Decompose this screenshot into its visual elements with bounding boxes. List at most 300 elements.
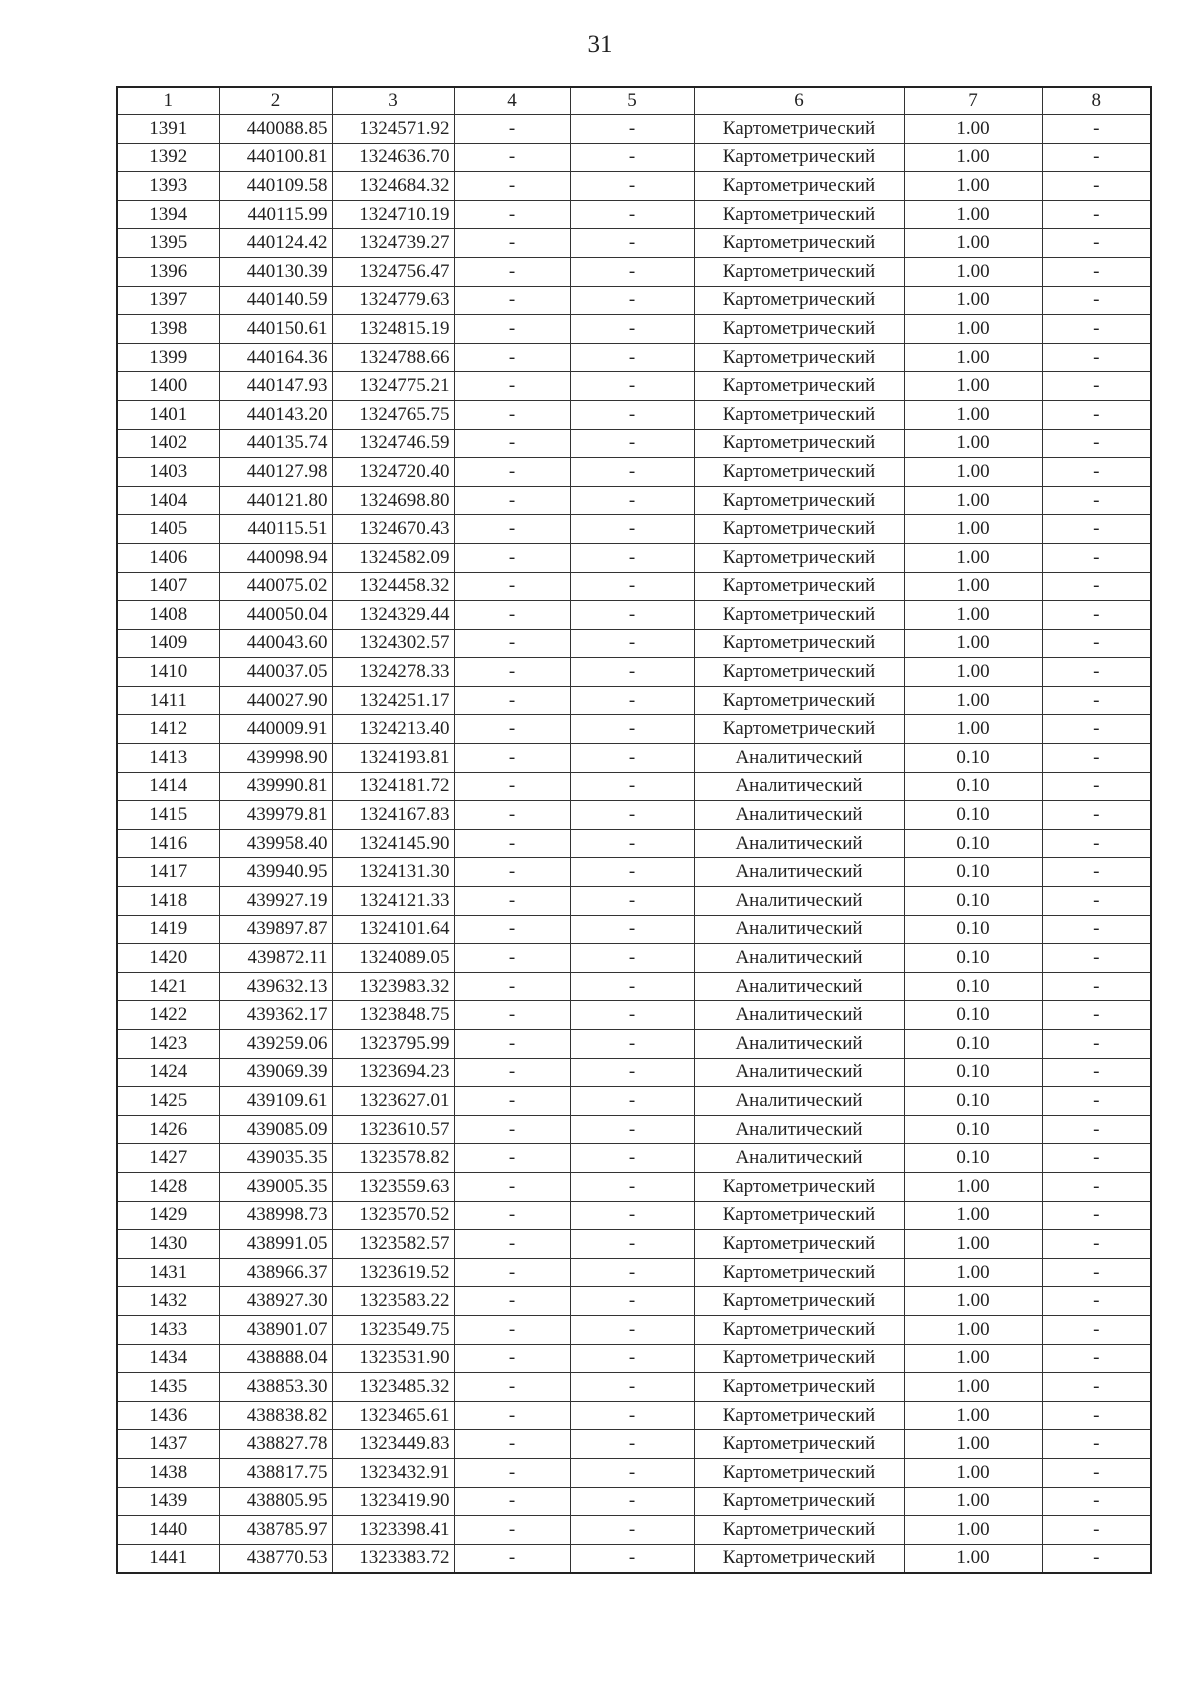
method-cell: Картометрический xyxy=(694,315,904,344)
x-coordinate-cell: 440027.90 xyxy=(219,686,332,715)
column-8-cell: - xyxy=(1042,1144,1151,1173)
column-8-cell: - xyxy=(1042,801,1151,830)
accuracy-cell: 0.10 xyxy=(904,1087,1042,1116)
y-coordinate-cell: 1324746.59 xyxy=(332,429,454,458)
accuracy-cell: 0.10 xyxy=(904,915,1042,944)
column-4-cell: - xyxy=(454,1001,570,1030)
x-coordinate-cell: 438827.78 xyxy=(219,1430,332,1459)
table-row xyxy=(117,1401,1151,1430)
column-5-cell: - xyxy=(570,1001,694,1030)
accuracy-cell: 1.00 xyxy=(904,1172,1042,1201)
column-5-cell: - xyxy=(570,829,694,858)
column-header: 6 xyxy=(694,87,904,115)
column-8-cell: - xyxy=(1042,686,1151,715)
table-row xyxy=(117,1516,1151,1545)
y-coordinate-cell: 1323578.82 xyxy=(332,1144,454,1173)
column-4-cell: - xyxy=(454,601,570,630)
accuracy-cell: 1.00 xyxy=(904,172,1042,201)
y-coordinate-cell: 1324302.57 xyxy=(332,629,454,658)
accuracy-cell: 1.00 xyxy=(904,572,1042,601)
point-number-cell: 1435 xyxy=(117,1373,219,1402)
accuracy-cell: 0.10 xyxy=(904,972,1042,1001)
column-5-cell: - xyxy=(570,1430,694,1459)
table-row xyxy=(117,744,1151,773)
column-8-cell: - xyxy=(1042,744,1151,773)
column-8-cell: - xyxy=(1042,1230,1151,1259)
column-header: 2 xyxy=(219,87,332,115)
column-5-cell: - xyxy=(570,515,694,544)
x-coordinate-cell: 440140.59 xyxy=(219,286,332,315)
column-5-cell: - xyxy=(570,858,694,887)
method-cell: Картометрический xyxy=(694,486,904,515)
column-4-cell: - xyxy=(454,515,570,544)
accuracy-cell: 1.00 xyxy=(904,629,1042,658)
x-coordinate-cell: 438888.04 xyxy=(219,1344,332,1373)
column-8-cell: - xyxy=(1042,115,1151,144)
column-5-cell: - xyxy=(570,458,694,487)
accuracy-cell: 1.00 xyxy=(904,1458,1042,1487)
table-row xyxy=(117,1344,1151,1373)
table-row xyxy=(117,1544,1151,1573)
column-8-cell: - xyxy=(1042,944,1151,973)
column-4-cell: - xyxy=(454,429,570,458)
point-number-cell: 1417 xyxy=(117,858,219,887)
y-coordinate-cell: 1324329.44 xyxy=(332,601,454,630)
column-5-cell: - xyxy=(570,343,694,372)
method-cell: Картометрический xyxy=(694,343,904,372)
column-8-cell: - xyxy=(1042,1001,1151,1030)
method-cell: Картометрический xyxy=(694,115,904,144)
accuracy-cell: 0.10 xyxy=(904,1030,1042,1059)
y-coordinate-cell: 1324636.70 xyxy=(332,143,454,172)
column-5-cell: - xyxy=(570,229,694,258)
accuracy-cell: 1.00 xyxy=(904,515,1042,544)
point-number-cell: 1426 xyxy=(117,1115,219,1144)
y-coordinate-cell: 1323432.91 xyxy=(332,1458,454,1487)
accuracy-cell: 1.00 xyxy=(904,1315,1042,1344)
column-5-cell: - xyxy=(570,1373,694,1402)
column-4-cell: - xyxy=(454,858,570,887)
table-row xyxy=(117,1458,1151,1487)
x-coordinate-cell: 439990.81 xyxy=(219,772,332,801)
accuracy-cell: 1.00 xyxy=(904,1487,1042,1516)
column-5-cell: - xyxy=(570,115,694,144)
accuracy-cell: 1.00 xyxy=(904,1516,1042,1545)
method-cell: Картометрический xyxy=(694,286,904,315)
point-number-cell: 1432 xyxy=(117,1287,219,1316)
y-coordinate-cell: 1324756.47 xyxy=(332,257,454,286)
method-cell: Картометрический xyxy=(694,400,904,429)
accuracy-cell: 0.10 xyxy=(904,944,1042,973)
table-row xyxy=(117,143,1151,172)
x-coordinate-cell: 439979.81 xyxy=(219,801,332,830)
column-8-cell: - xyxy=(1042,972,1151,1001)
table-row xyxy=(117,858,1151,887)
column-4-cell: - xyxy=(454,1201,570,1230)
method-cell: Аналитический xyxy=(694,944,904,973)
method-cell: Аналитический xyxy=(694,915,904,944)
column-8-cell: - xyxy=(1042,1344,1151,1373)
x-coordinate-cell: 440121.80 xyxy=(219,486,332,515)
x-coordinate-cell: 440109.58 xyxy=(219,172,332,201)
column-8-cell: - xyxy=(1042,1401,1151,1430)
y-coordinate-cell: 1324089.05 xyxy=(332,944,454,973)
y-coordinate-cell: 1323795.99 xyxy=(332,1030,454,1059)
x-coordinate-cell: 438838.82 xyxy=(219,1401,332,1430)
column-8-cell: - xyxy=(1042,1201,1151,1230)
column-8-cell: - xyxy=(1042,143,1151,172)
table-row xyxy=(117,1230,1151,1259)
column-5-cell: - xyxy=(570,1172,694,1201)
accuracy-cell: 1.00 xyxy=(904,1201,1042,1230)
column-4-cell: - xyxy=(454,1172,570,1201)
point-number-cell: 1428 xyxy=(117,1172,219,1201)
table-row xyxy=(117,115,1151,144)
column-5-cell: - xyxy=(570,1030,694,1059)
point-number-cell: 1392 xyxy=(117,143,219,172)
x-coordinate-cell: 438853.30 xyxy=(219,1373,332,1402)
x-coordinate-cell: 440098.94 xyxy=(219,543,332,572)
method-cell: Картометрический xyxy=(694,372,904,401)
y-coordinate-cell: 1324720.40 xyxy=(332,458,454,487)
x-coordinate-cell: 439872.11 xyxy=(219,944,332,973)
method-cell: Картометрический xyxy=(694,1315,904,1344)
method-cell: Картометрический xyxy=(694,229,904,258)
table-row xyxy=(117,686,1151,715)
column-8-cell: - xyxy=(1042,772,1151,801)
y-coordinate-cell: 1323485.32 xyxy=(332,1373,454,1402)
accuracy-cell: 1.00 xyxy=(904,686,1042,715)
table-row xyxy=(117,286,1151,315)
point-number-cell: 1393 xyxy=(117,172,219,201)
accuracy-cell: 1.00 xyxy=(904,1401,1042,1430)
x-coordinate-cell: 439940.95 xyxy=(219,858,332,887)
column-4-cell: - xyxy=(454,458,570,487)
column-4-cell: - xyxy=(454,1144,570,1173)
method-cell: Аналитический xyxy=(694,1030,904,1059)
column-8-cell: - xyxy=(1042,429,1151,458)
accuracy-cell: 1.00 xyxy=(904,229,1042,258)
column-8-cell: - xyxy=(1042,486,1151,515)
point-number-cell: 1396 xyxy=(117,257,219,286)
method-cell: Картометрический xyxy=(694,515,904,544)
column-4-cell: - xyxy=(454,200,570,229)
point-number-cell: 1431 xyxy=(117,1258,219,1287)
column-8-cell: - xyxy=(1042,601,1151,630)
point-number-cell: 1422 xyxy=(117,1001,219,1030)
point-number-cell: 1409 xyxy=(117,629,219,658)
accuracy-cell: 1.00 xyxy=(904,343,1042,372)
column-5-cell: - xyxy=(570,1401,694,1430)
method-cell: Картометрический xyxy=(694,1344,904,1373)
column-4-cell: - xyxy=(454,772,570,801)
y-coordinate-cell: 1324775.21 xyxy=(332,372,454,401)
point-number-cell: 1419 xyxy=(117,915,219,944)
table-row xyxy=(117,1430,1151,1459)
accuracy-cell: 1.00 xyxy=(904,658,1042,687)
column-4-cell: - xyxy=(454,1516,570,1545)
method-cell: Аналитический xyxy=(694,1115,904,1144)
y-coordinate-cell: 1323419.90 xyxy=(332,1487,454,1516)
column-5-cell: - xyxy=(570,1058,694,1087)
method-cell: Картометрический xyxy=(694,715,904,744)
accuracy-cell: 0.10 xyxy=(904,887,1042,916)
column-4-cell: - xyxy=(454,1315,570,1344)
point-number-cell: 1413 xyxy=(117,744,219,773)
y-coordinate-cell: 1323570.52 xyxy=(332,1201,454,1230)
column-4-cell: - xyxy=(454,686,570,715)
point-number-cell: 1399 xyxy=(117,343,219,372)
point-number-cell: 1434 xyxy=(117,1344,219,1373)
y-coordinate-cell: 1324213.40 xyxy=(332,715,454,744)
column-5-cell: - xyxy=(570,658,694,687)
x-coordinate-cell: 438998.73 xyxy=(219,1201,332,1230)
column-5-cell: - xyxy=(570,143,694,172)
x-coordinate-cell: 440124.42 xyxy=(219,229,332,258)
method-cell: Картометрический xyxy=(694,1458,904,1487)
point-number-cell: 1440 xyxy=(117,1516,219,1545)
column-5-cell: - xyxy=(570,972,694,1001)
table-row xyxy=(117,1373,1151,1402)
column-8-cell: - xyxy=(1042,1058,1151,1087)
y-coordinate-cell: 1324458.32 xyxy=(332,572,454,601)
x-coordinate-cell: 440043.60 xyxy=(219,629,332,658)
table-row xyxy=(117,257,1151,286)
accuracy-cell: 1.00 xyxy=(904,1430,1042,1459)
accuracy-cell: 1.00 xyxy=(904,715,1042,744)
y-coordinate-cell: 1324815.19 xyxy=(332,315,454,344)
column-5-cell: - xyxy=(570,1315,694,1344)
x-coordinate-cell: 440115.51 xyxy=(219,515,332,544)
accuracy-cell: 1.00 xyxy=(904,315,1042,344)
coordinates-table xyxy=(116,86,1152,1574)
column-4-cell: - xyxy=(454,372,570,401)
x-coordinate-cell: 440143.20 xyxy=(219,400,332,429)
method-cell: Аналитический xyxy=(694,972,904,1001)
x-coordinate-cell: 440075.02 xyxy=(219,572,332,601)
table-row xyxy=(117,400,1151,429)
column-8-cell: - xyxy=(1042,887,1151,916)
accuracy-cell: 1.00 xyxy=(904,1544,1042,1573)
table-row xyxy=(117,1115,1151,1144)
column-4-cell: - xyxy=(454,543,570,572)
accuracy-cell: 1.00 xyxy=(904,1373,1042,1402)
table-row xyxy=(117,1144,1151,1173)
accuracy-cell: 1.00 xyxy=(904,458,1042,487)
y-coordinate-cell: 1324167.83 xyxy=(332,801,454,830)
point-number-cell: 1427 xyxy=(117,1144,219,1173)
column-4-cell: - xyxy=(454,1030,570,1059)
point-number-cell: 1397 xyxy=(117,286,219,315)
accuracy-cell: 0.10 xyxy=(904,1144,1042,1173)
point-number-cell: 1408 xyxy=(117,601,219,630)
x-coordinate-cell: 439259.06 xyxy=(219,1030,332,1059)
x-coordinate-cell: 439632.13 xyxy=(219,972,332,1001)
table-row xyxy=(117,658,1151,687)
method-cell: Аналитический xyxy=(694,887,904,916)
accuracy-cell: 1.00 xyxy=(904,1230,1042,1259)
accuracy-cell: 1.00 xyxy=(904,601,1042,630)
column-5-cell: - xyxy=(570,887,694,916)
column-8-cell: - xyxy=(1042,343,1151,372)
x-coordinate-cell: 440130.39 xyxy=(219,257,332,286)
column-header: 8 xyxy=(1042,87,1151,115)
column-4-cell: - xyxy=(454,1487,570,1516)
method-cell: Картометрический xyxy=(694,543,904,572)
accuracy-cell: 0.10 xyxy=(904,1058,1042,1087)
column-header: 1 xyxy=(117,87,219,115)
column-8-cell: - xyxy=(1042,458,1151,487)
column-5-cell: - xyxy=(570,1544,694,1573)
method-cell: Картометрический xyxy=(694,1401,904,1430)
point-number-cell: 1403 xyxy=(117,458,219,487)
accuracy-cell: 1.00 xyxy=(904,200,1042,229)
column-4-cell: - xyxy=(454,715,570,744)
table-row xyxy=(117,1087,1151,1116)
x-coordinate-cell: 440050.04 xyxy=(219,601,332,630)
table-row xyxy=(117,601,1151,630)
column-4-cell: - xyxy=(454,915,570,944)
accuracy-cell: 1.00 xyxy=(904,115,1042,144)
table-row xyxy=(117,829,1151,858)
x-coordinate-cell: 439035.35 xyxy=(219,1144,332,1173)
point-number-cell: 1418 xyxy=(117,887,219,916)
method-cell: Картометрический xyxy=(694,658,904,687)
column-8-cell: - xyxy=(1042,257,1151,286)
y-coordinate-cell: 1323583.22 xyxy=(332,1287,454,1316)
column-4-cell: - xyxy=(454,286,570,315)
y-coordinate-cell: 1323582.57 xyxy=(332,1230,454,1259)
x-coordinate-cell: 439958.40 xyxy=(219,829,332,858)
method-cell: Картометрический xyxy=(694,172,904,201)
y-coordinate-cell: 1323449.83 xyxy=(332,1430,454,1459)
table-row xyxy=(117,1172,1151,1201)
x-coordinate-cell: 439362.17 xyxy=(219,1001,332,1030)
y-coordinate-cell: 1324670.43 xyxy=(332,515,454,544)
column-4-cell: - xyxy=(454,887,570,916)
table-row xyxy=(117,372,1151,401)
accuracy-cell: 1.00 xyxy=(904,286,1042,315)
column-4-cell: - xyxy=(454,1344,570,1373)
table-row xyxy=(117,229,1151,258)
point-number-cell: 1404 xyxy=(117,486,219,515)
x-coordinate-cell: 440009.91 xyxy=(219,715,332,744)
y-coordinate-cell: 1324710.19 xyxy=(332,200,454,229)
x-coordinate-cell: 439998.90 xyxy=(219,744,332,773)
column-4-cell: - xyxy=(454,1115,570,1144)
y-coordinate-cell: 1324278.33 xyxy=(332,658,454,687)
column-4-cell: - xyxy=(454,1087,570,1116)
column-8-cell: - xyxy=(1042,1430,1151,1459)
accuracy-cell: 1.00 xyxy=(904,486,1042,515)
column-4-cell: - xyxy=(454,1544,570,1573)
x-coordinate-cell: 439005.35 xyxy=(219,1172,332,1201)
column-5-cell: - xyxy=(570,1287,694,1316)
y-coordinate-cell: 1324193.81 xyxy=(332,744,454,773)
table-row xyxy=(117,629,1151,658)
column-8-cell: - xyxy=(1042,1172,1151,1201)
column-4-cell: - xyxy=(454,315,570,344)
y-coordinate-cell: 1324101.64 xyxy=(332,915,454,944)
column-5-cell: - xyxy=(570,1230,694,1259)
accuracy-cell: 1.00 xyxy=(904,400,1042,429)
column-4-cell: - xyxy=(454,486,570,515)
accuracy-cell: 0.10 xyxy=(904,1115,1042,1144)
column-4-cell: - xyxy=(454,400,570,429)
y-coordinate-cell: 1324121.33 xyxy=(332,887,454,916)
table-row xyxy=(117,429,1151,458)
column-4-cell: - xyxy=(454,801,570,830)
column-header: 4 xyxy=(454,87,570,115)
column-8-cell: - xyxy=(1042,1516,1151,1545)
column-8-cell: - xyxy=(1042,1544,1151,1573)
table-row xyxy=(117,315,1151,344)
table-row xyxy=(117,172,1151,201)
table-row xyxy=(117,515,1151,544)
x-coordinate-cell: 440147.93 xyxy=(219,372,332,401)
point-number-cell: 1438 xyxy=(117,1458,219,1487)
method-cell: Аналитический xyxy=(694,744,904,773)
point-number-cell: 1401 xyxy=(117,400,219,429)
accuracy-cell: 1.00 xyxy=(904,543,1042,572)
table-row xyxy=(117,572,1151,601)
column-4-cell: - xyxy=(454,343,570,372)
column-8-cell: - xyxy=(1042,658,1151,687)
method-cell: Аналитический xyxy=(694,1001,904,1030)
table-row xyxy=(117,486,1151,515)
column-4-cell: - xyxy=(454,629,570,658)
accuracy-cell: 0.10 xyxy=(904,858,1042,887)
method-cell: Аналитический xyxy=(694,772,904,801)
table-row xyxy=(117,543,1151,572)
x-coordinate-cell: 439109.61 xyxy=(219,1087,332,1116)
point-number-cell: 1439 xyxy=(117,1487,219,1516)
method-cell: Картометрический xyxy=(694,1487,904,1516)
table-row xyxy=(117,915,1151,944)
column-5-cell: - xyxy=(570,372,694,401)
table-row xyxy=(117,772,1151,801)
column-8-cell: - xyxy=(1042,515,1151,544)
y-coordinate-cell: 1323610.57 xyxy=(332,1115,454,1144)
table-row xyxy=(117,1030,1151,1059)
column-5-cell: - xyxy=(570,257,694,286)
column-8-cell: - xyxy=(1042,1315,1151,1344)
column-5-cell: - xyxy=(570,1144,694,1173)
method-cell: Картометрический xyxy=(694,143,904,172)
x-coordinate-cell: 440115.99 xyxy=(219,200,332,229)
column-5-cell: - xyxy=(570,744,694,773)
column-5-cell: - xyxy=(570,1087,694,1116)
column-8-cell: - xyxy=(1042,858,1151,887)
accuracy-cell: 1.00 xyxy=(904,257,1042,286)
column-8-cell: - xyxy=(1042,200,1151,229)
column-4-cell: - xyxy=(454,829,570,858)
column-5-cell: - xyxy=(570,315,694,344)
table-row xyxy=(117,1315,1151,1344)
y-coordinate-cell: 1323848.75 xyxy=(332,1001,454,1030)
column-8-cell: - xyxy=(1042,1458,1151,1487)
x-coordinate-cell: 438770.53 xyxy=(219,1544,332,1573)
column-5-cell: - xyxy=(570,1115,694,1144)
y-coordinate-cell: 1324684.32 xyxy=(332,172,454,201)
table-row xyxy=(117,1487,1151,1516)
column-header: 5 xyxy=(570,87,694,115)
column-4-cell: - xyxy=(454,229,570,258)
column-4-cell: - xyxy=(454,1058,570,1087)
method-cell: Аналитический xyxy=(694,858,904,887)
x-coordinate-cell: 440088.85 xyxy=(219,115,332,144)
column-5-cell: - xyxy=(570,1201,694,1230)
